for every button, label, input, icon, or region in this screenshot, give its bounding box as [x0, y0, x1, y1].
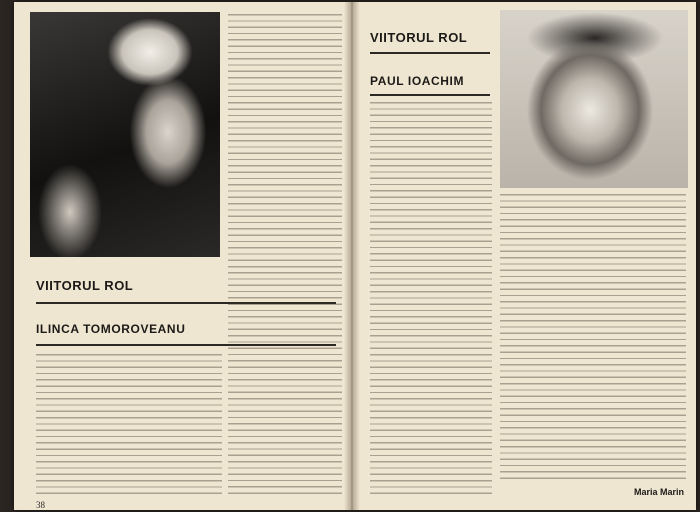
article-column-left-upper — [228, 14, 342, 272]
article-column-left-right — [228, 272, 342, 498]
section-heading-left: VIITORUL ROL — [36, 278, 134, 293]
portrait-photo-ilinca-tomoroveanu — [30, 12, 220, 257]
article-column-right-first — [370, 102, 492, 498]
actor-name-left: ILINCA TOMOROVEANU — [36, 322, 186, 336]
magazine-spread — [14, 2, 696, 510]
section-heading-right: VIITORUL ROL — [370, 30, 468, 45]
page-number: 38 — [36, 500, 45, 510]
divider-rule-left-top — [36, 302, 336, 304]
actor-name-right: PAUL IOACHIM — [370, 74, 465, 88]
photo-credit: Maria Marin — [634, 487, 685, 497]
article-column-right-second — [500, 194, 686, 484]
divider-rule-left-bottom — [36, 344, 336, 346]
divider-rule-right-top — [370, 52, 490, 54]
page-gutter — [344, 2, 360, 510]
divider-rule-right-bottom — [370, 94, 490, 96]
article-column-left-lower — [36, 354, 222, 496]
portrait-photo-paul-ioachim — [500, 10, 688, 188]
